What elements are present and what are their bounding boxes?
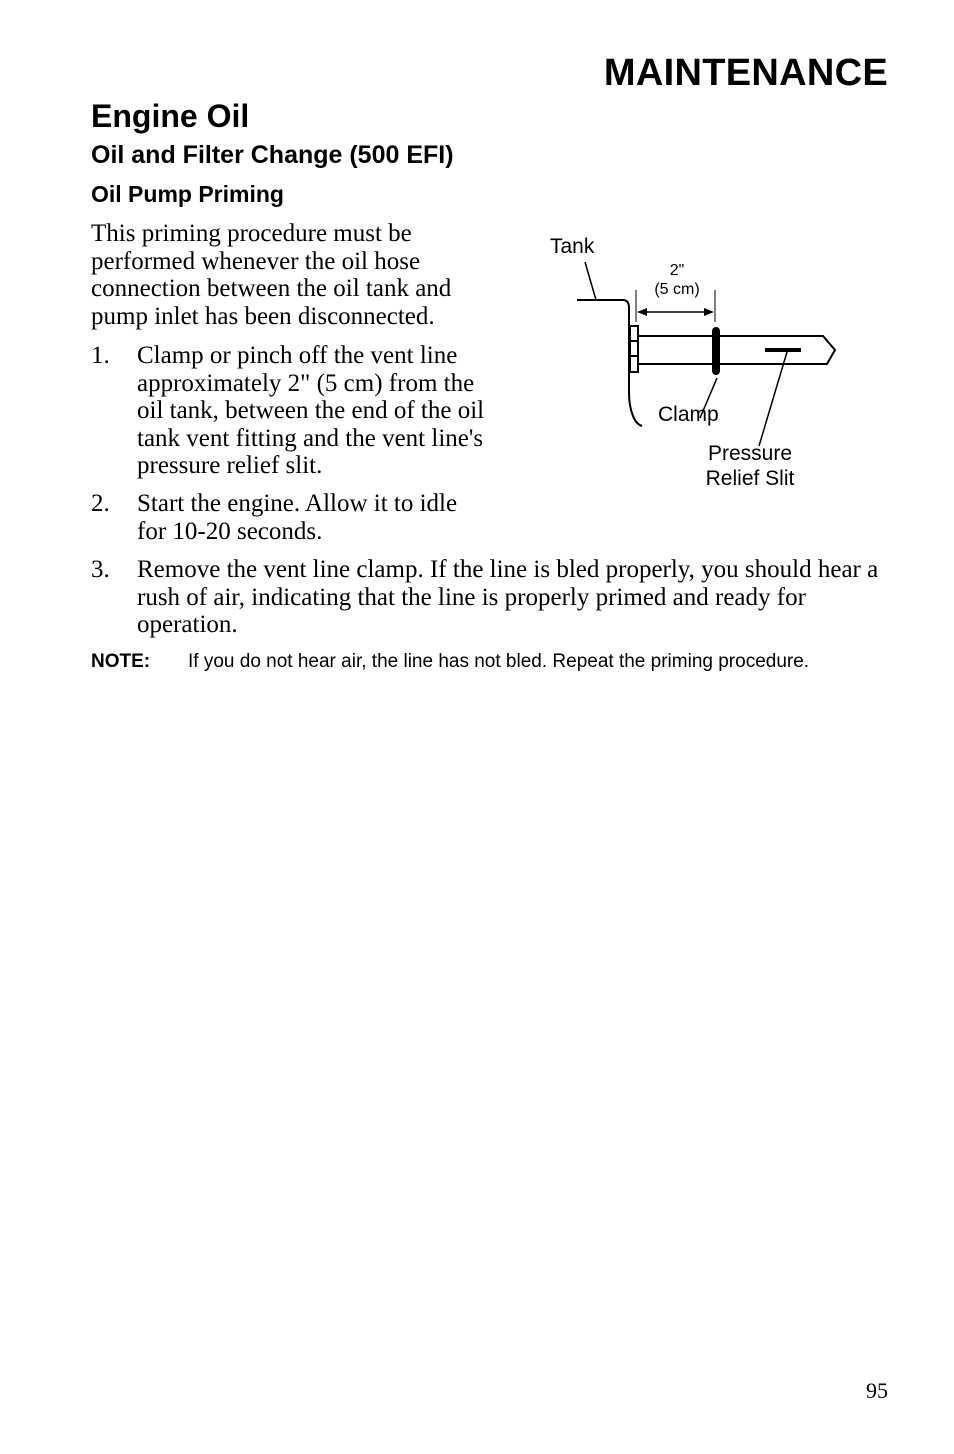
step-text: Remove the vent line clamp. If the line is bled properly, you should hear a rush of air, indicating that the line is properly primed and ready for operation. — [137, 556, 879, 639]
step-number: 2. — [91, 490, 110, 517]
clamp-label: Clamp — [658, 403, 719, 426]
dimension-inches: 2" — [669, 262, 685, 279]
step-item — [91, 342, 491, 480]
slit-label-line1: Pressure — [707, 442, 793, 465]
step-text: Clamp or pinch off the vent line approximately 2" (5 cm) from the oil tank, between the end of the oil tank vent fitting and the vent line's pressure relief slit. — [137, 342, 485, 480]
slit-label-line2: Relief Slit — [705, 467, 795, 490]
note-text: If you do not hear air, the line has not bled. Repeat the priming procedure. — [188, 651, 810, 672]
step-number: 3. — [91, 556, 110, 583]
section-header: MAINTENANCE — [603, 52, 888, 94]
dimension-label — [642, 261, 712, 299]
vent-line-diagram — [545, 228, 845, 508]
intro-paragraph: This priming procedure must be performed whenever the oil hose connection between the oil tank and pump inlet has been disconnected. — [91, 220, 452, 330]
step-item — [91, 556, 891, 639]
vent-fitting — [630, 326, 638, 372]
heading-engine-oil: Engine Oil — [91, 98, 250, 134]
step-item — [91, 490, 491, 545]
step-number: 1. — [91, 342, 110, 369]
heading-oil-pump-priming: Oil Pump Priming — [91, 181, 284, 207]
vent-hose — [638, 336, 835, 364]
tank-leader-line — [585, 262, 596, 300]
step-text: Start the engine. Allow it to idle for 10-20 seconds. — [137, 490, 458, 545]
dimension-cm: (5 cm) — [654, 281, 700, 298]
note-label: NOTE: — [91, 651, 151, 672]
page-number: 95 — [866, 1378, 888, 1403]
hose-clamp — [712, 327, 720, 375]
note-block — [91, 650, 831, 674]
pressure-relief-slit-label — [685, 441, 815, 491]
tank-label: Tank — [550, 235, 595, 258]
heading-oil-filter-change: Oil and Filter Change (500 EFI) — [91, 141, 454, 169]
slit-leader-line — [759, 352, 787, 446]
